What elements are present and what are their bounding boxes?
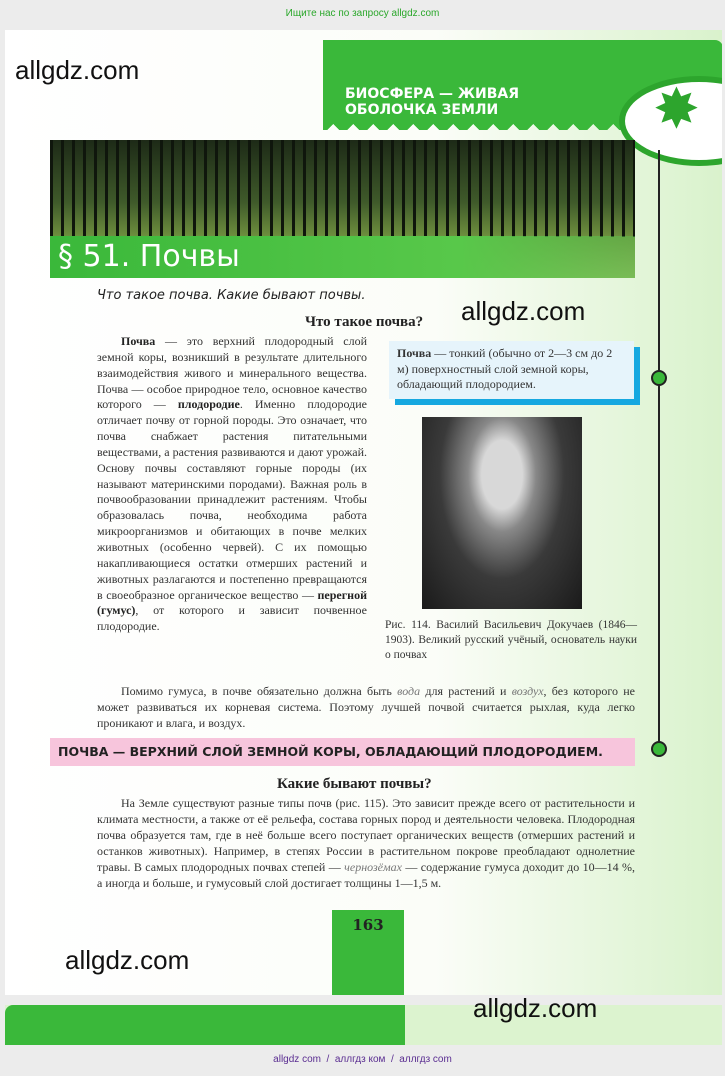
definition-box: Почва — тонкий (обычно от 2—3 см до 2 м) поверхностный слой земной коры, обладающий плодородием. [389,341,634,399]
next-page-preview [5,1005,722,1045]
textbook-page [5,30,722,995]
star-icon: ✸ [653,79,700,141]
body-text: Помимо гумуса, в почве обязательно должна быть вода для растений и воздух, без которого не может развиваться их корневая система. Поэтому лучшей почвой считается рыхлая, куда легко проникают и влага, и воздух. [97,684,635,730]
intro-questions: Что такое почва. Какие бывают почвы. [97,288,366,303]
section-banner [323,40,722,141]
watermark: allgdz.com [65,945,190,975]
body-text: Почва — это верхний плодородный слой земной коры, возникший в результате длительного взаимодействия живого и минерального вещества. Почва — особое природное тело, основное качество которого — плодородие. Именно плодородие отличает почву от горной породы. Это означает, что почва снабжает растения питательными веществами, а растения развиваются и дают урожай. Основу почвы составляют горные породы (их называют материнскими породами). Важная роль в почвообразовании принадлежит растениям. Чтобы образовалась почва, необходима работа микроорганизмов и обитающих в почве мелких животных (особенно червей). С их помощью накапливающиеся остатки отмерших растений и животных разлагаются и постепенно превращаются в своеобразное органическое вещество — перегной (гумус), от которого и зависит почвенное плодородие. [97,334,367,634]
section-title: БИОСФЕРА — ЖИВАЯ ОБОЛОЧКА ЗЕМЛИ [345,86,519,118]
connector-dot [651,370,667,386]
paragraph-title: § 51. Почвы [50,236,635,278]
heading-soil-types: Какие бывают почвы? [277,776,432,792]
watermark: allgdz.com [473,993,598,1023]
heading-what-is-soil: Что такое почва? [305,314,424,330]
forest-photo [50,140,635,278]
figure-caption: Рис. 114. Василий Васильевич Докучаев (1846—1903). Великий русский учёный, основатель науки о почвах [385,619,637,661]
page-number: 163 [332,910,404,995]
dokuchaev-portrait [422,417,582,609]
watermark: allgdz.com [15,55,140,85]
footer-links: allgdz com / аллгдз ком / аллгдз com [273,1054,452,1065]
top-note: Ищите нас по запросу allgdz.com [285,8,440,19]
watermark: allgdz.com [461,296,586,326]
connector-dot [651,741,667,757]
divider-line [658,150,660,750]
body-text: На Земле существуют разные типы почв (рис. 115). Это зависит прежде всего от растительности и климата местности, а также от её рельефа, состава горных пород и деятельности человека. Плодородная почва образуется там, где в неё больше всего поступает органических веществ (отмерших растений и останков животных). Например, в степях России в растительном покрове преобладают однолетние травы. В самых плодородных почвах степей — чернозёмах — содержание гумуса доходит до 10—14 %, а иногда и больше, и гумусовый слой достигает толщины 1—1,5 м. [97,796,635,890]
key-statement: ПОЧВА — ВЕРХНИЙ СЛОЙ ЗЕМНОЙ КОРЫ, ОБЛАДАЮЩИЙ ПЛОДОРОДИЕМ. [50,738,635,766]
